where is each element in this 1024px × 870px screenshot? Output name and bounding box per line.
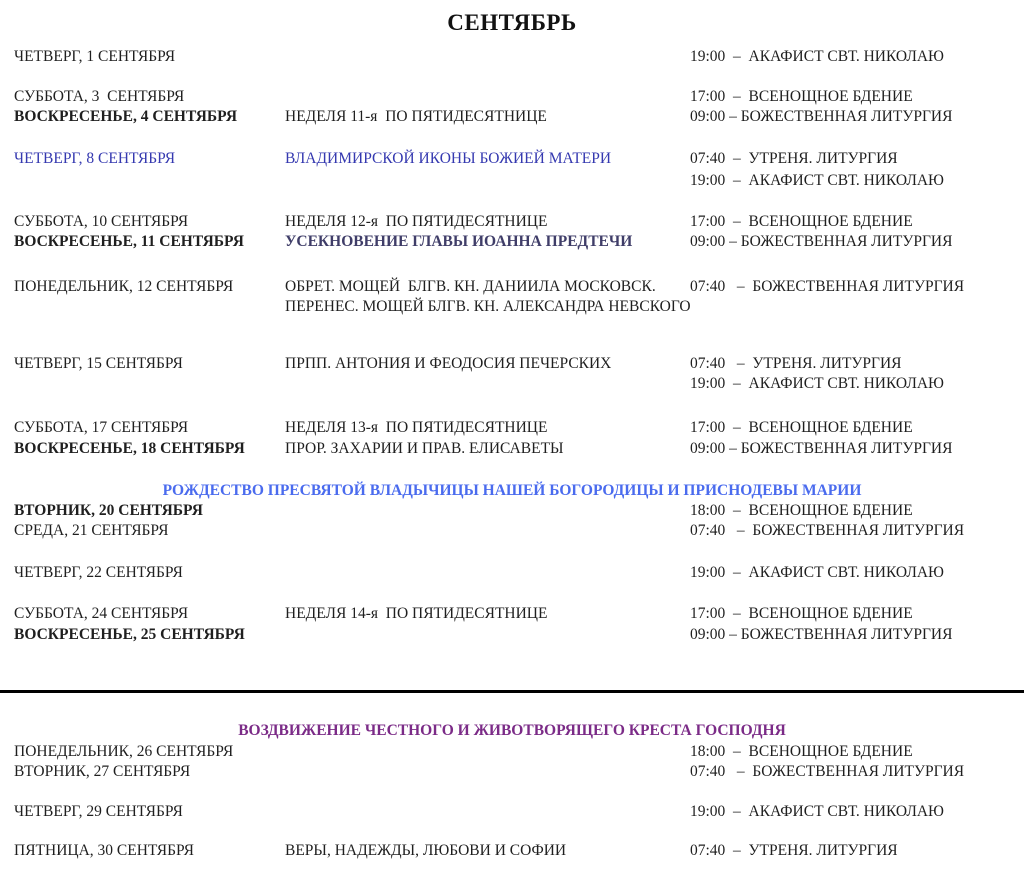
time-cell: 07:40 – УТРЕНЯ. ЛИТУРГИЯ xyxy=(690,842,898,859)
date-cell: СУББОТА, 17 СЕНТЯБРЯ xyxy=(14,419,189,436)
date-cell: ВОСКРЕСЕНЬЕ, 4 СЕНТЯБРЯ xyxy=(14,108,238,125)
feast-cell: ПРПП. АНТОНИЯ И ФЕОДОСИЯ ПЕЧЕРСКИХ xyxy=(285,355,612,372)
schedule-row xyxy=(0,762,1024,782)
schedule-row xyxy=(0,149,1024,169)
schedule-row xyxy=(0,439,1024,459)
time-cell: 09:00 – БОЖЕСТВЕННАЯ ЛИТУРГИЯ xyxy=(690,440,953,457)
date-cell: ВОСКРЕСЕНЬЕ, 11 СЕНТЯБРЯ xyxy=(14,233,244,250)
schedule-row xyxy=(0,501,1024,521)
feast-cell: НЕДЕЛЯ 11-я ПО ПЯТИДЕСЯТНИЦЕ xyxy=(285,108,547,125)
date-cell: ЧЕТВЕРГ, 29 СЕНТЯБРЯ xyxy=(14,803,183,820)
date-cell: ПОНЕДЕЛЬНИК, 12 СЕНТЯБРЯ xyxy=(14,278,234,295)
schedule-row xyxy=(0,277,1024,297)
time-cell: 19:00 – АКАФИСТ СВТ. НИКОЛАЮ xyxy=(690,48,944,65)
schedule-row xyxy=(0,107,1024,127)
time-cell: 17:00 – ВСЕНОЩНОЕ БДЕНИЕ xyxy=(690,605,913,622)
time-cell: 19:00 – АКАФИСТ СВТ. НИКОЛАЮ xyxy=(690,564,944,581)
date-cell: ЧЕТВЕРГ, 15 СЕНТЯБРЯ xyxy=(14,355,183,372)
time-cell: 18:00 – ВСЕНОЩНОЕ БДЕНИЕ xyxy=(690,743,913,760)
date-cell: ВТОРНИК, 20 СЕНТЯБРЯ xyxy=(14,502,203,519)
schedule-row xyxy=(0,354,1024,374)
time-cell: 07:40 – БОЖЕСТВЕННАЯ ЛИТУРГИЯ xyxy=(690,763,965,780)
date-cell: ЧЕТВЕРГ, 8 СЕНТЯБРЯ xyxy=(14,150,176,167)
feast-cell: ПЕРЕНЕС. МОЩЕЙ БЛГВ. КН. АЛЕКСАНДРА НЕВСКОГО xyxy=(285,298,691,315)
feast-cell: НЕДЕЛЯ 13-я ПО ПЯТИДЕСЯТНИЦЕ xyxy=(285,419,548,436)
time-cell: 17:00 – ВСЕНОЩНОЕ БДЕНИЕ xyxy=(690,88,913,105)
section-divider xyxy=(0,690,1024,693)
feast-cell: НЕДЕЛЯ 12-я ПО ПЯТИДЕСЯТНИЦЕ xyxy=(285,213,548,230)
feast-cell: ПРОР. ЗАХАРИИ И ПРАВ. ЕЛИСАВЕТЫ xyxy=(285,440,564,457)
schedule-row xyxy=(0,212,1024,232)
time-cell: 19:00 – АКАФИСТ СВТ. НИКОЛАЮ xyxy=(690,172,944,189)
schedule-row xyxy=(0,742,1024,762)
feast-cell: НЕДЕЛЯ 14-я ПО ПЯТИДЕСЯТНИЦЕ xyxy=(285,605,548,622)
feast-cell: ВЕРЫ, НАДЕЖДЫ, ЛЮБОВИ И СОФИИ xyxy=(285,842,567,859)
schedule-row xyxy=(0,521,1024,541)
time-cell: 17:00 – ВСЕНОЩНОЕ БДЕНИЕ xyxy=(690,213,913,230)
month-title: СЕНТЯБРЬ xyxy=(447,10,577,35)
schedule-row xyxy=(0,625,1024,645)
schedule-row xyxy=(0,232,1024,252)
time-cell: 07:40 – УТРЕНЯ. ЛИТУРГИЯ xyxy=(690,150,898,167)
date-cell: ПЯТНИЦА, 30 СЕНТЯБРЯ xyxy=(14,842,194,859)
date-cell: СУББОТА, 10 СЕНТЯБРЯ xyxy=(14,213,189,230)
date-cell: ЧЕТВЕРГ, 1 СЕНТЯБРЯ xyxy=(14,48,176,65)
schedule-row xyxy=(0,563,1024,583)
schedule-row xyxy=(0,297,1024,317)
feast-cell: ОБРЕТ. МОЩЕЙ БЛГВ. КН. ДАНИИЛА МОСКОВСК. xyxy=(285,278,656,295)
schedule-row xyxy=(0,418,1024,438)
time-cell: 17:00 – ВСЕНОЩНОЕ БДЕНИЕ xyxy=(690,419,913,436)
schedule-row xyxy=(0,374,1024,394)
time-cell: 09:00 – БОЖЕСТВЕННАЯ ЛИТУРГИЯ xyxy=(690,233,953,250)
date-cell: ВОСКРЕСЕНЬЕ, 25 СЕНТЯБРЯ xyxy=(14,626,245,643)
date-cell: СУББОТА, 3 СЕНТЯБРЯ xyxy=(14,88,185,105)
schedule-row xyxy=(0,87,1024,107)
date-cell: ПОНЕДЕЛЬНИК, 26 СЕНТЯБРЯ xyxy=(14,743,234,760)
schedule-row xyxy=(0,171,1024,191)
feast-cell: УСЕКНОВЕНИЕ ГЛАВЫ ИОАННА ПРЕДТЕЧИ xyxy=(285,233,633,250)
feast-banner-nativity: РОЖДЕСТВО ПРЕСВЯТОЙ ВЛАДЫЧИЦЫ НАШЕЙ БОГОРОДИЦЫ И ПРИСНОДЕВЫ МАРИИ xyxy=(162,482,862,499)
time-cell: 18:00 – ВСЕНОЩНОЕ БДЕНИЕ xyxy=(690,502,913,519)
feast-banner-exaltation: ВОЗДВИЖЕНИЕ ЧЕСТНОГО И ЖИВОТВОРЯЩЕГО КРЕСТА ГОСПОДНЯ xyxy=(238,722,786,739)
date-cell: ВОСКРЕСЕНЬЕ, 18 СЕНТЯБРЯ xyxy=(14,440,245,457)
schedule-row xyxy=(0,604,1024,624)
time-cell: 19:00 – АКАФИСТ СВТ. НИКОЛАЮ xyxy=(690,375,944,392)
time-cell: 19:00 – АКАФИСТ СВТ. НИКОЛАЮ xyxy=(690,803,944,820)
time-cell: 07:40 – БОЖЕСТВЕННАЯ ЛИТУРГИЯ xyxy=(690,522,965,539)
schedule-row xyxy=(0,802,1024,822)
feast-cell: ВЛАДИМИРСКОЙ ИКОНЫ БОЖИЕЙ МАТЕРИ xyxy=(285,150,612,167)
date-cell: ВТОРНИК, 27 СЕНТЯБРЯ xyxy=(14,763,191,780)
time-cell: 09:00 – БОЖЕСТВЕННАЯ ЛИТУРГИЯ xyxy=(690,108,953,125)
date-cell: СРЕДА, 21 СЕНТЯБРЯ xyxy=(14,522,169,539)
date-cell: СУББОТА, 24 СЕНТЯБРЯ xyxy=(14,605,189,622)
time-cell: 07:40 – УТРЕНЯ. ЛИТУРГИЯ xyxy=(690,355,902,372)
time-cell: 09:00 – БОЖЕСТВЕННАЯ ЛИТУРГИЯ xyxy=(690,626,953,643)
date-cell: ЧЕТВЕРГ, 22 СЕНТЯБРЯ xyxy=(14,564,183,581)
schedule-row xyxy=(0,47,1024,67)
schedule-row xyxy=(0,841,1024,861)
time-cell: 07:40 – БОЖЕСТВЕННАЯ ЛИТУРГИЯ xyxy=(690,278,965,295)
